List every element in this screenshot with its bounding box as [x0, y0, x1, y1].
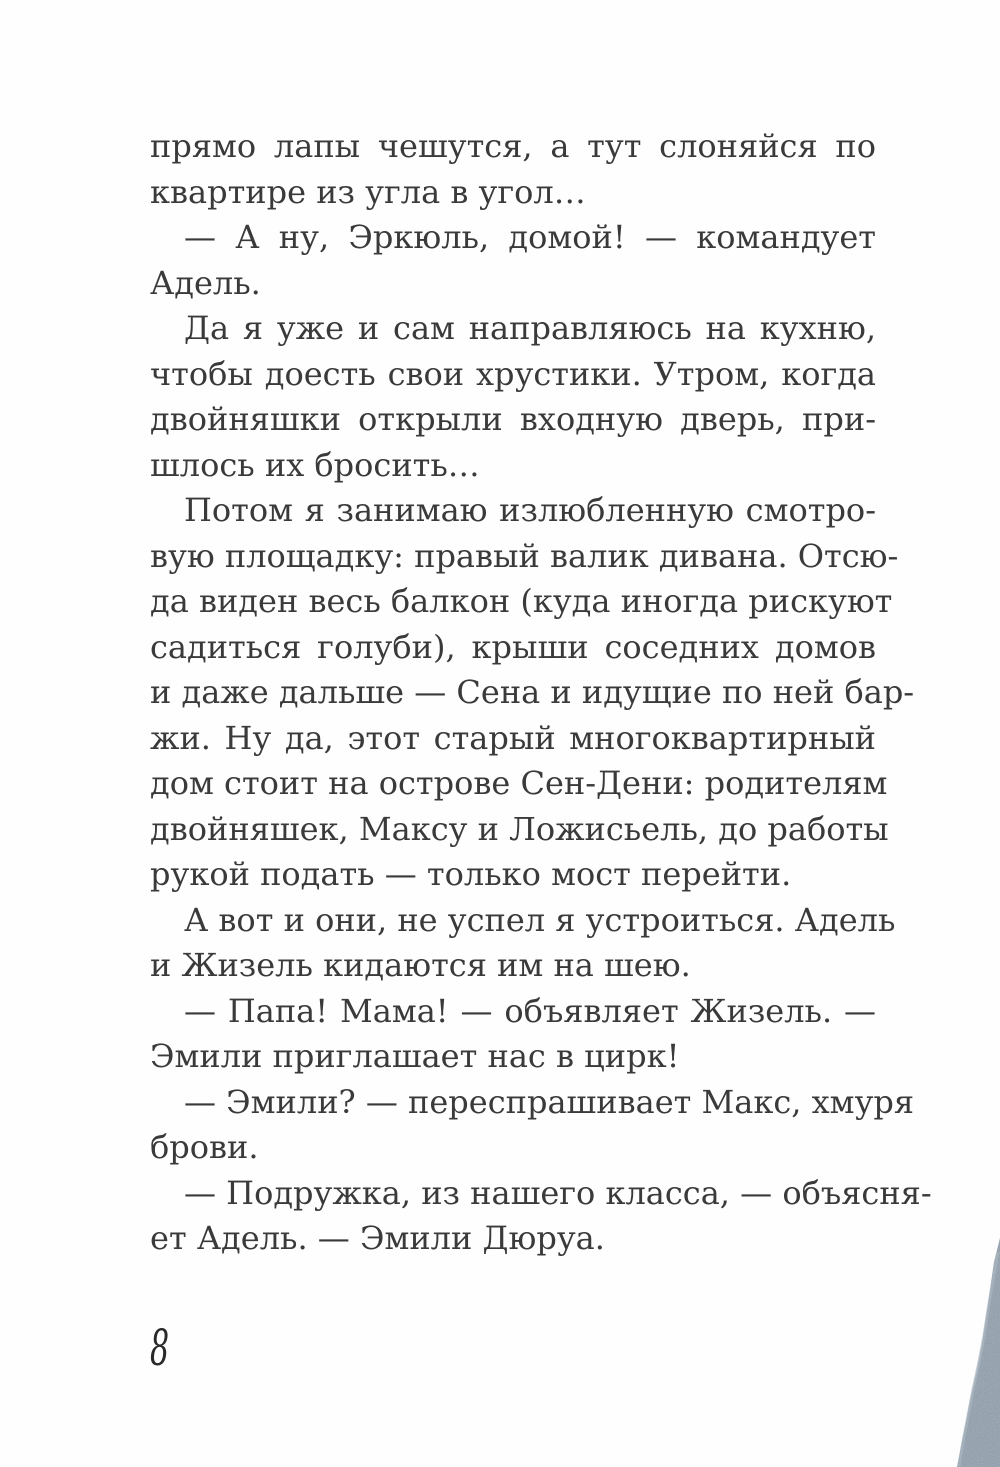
text-line: садиться голуби), крыши соседних домов [150, 627, 876, 666]
text-line: и Жизель кидаются им на шею. [150, 946, 691, 984]
text-line: — Папа! Мама! — объявляет Жизель. — [184, 991, 876, 1030]
text-line: Потом я занимаю излюбленную смотро- [184, 491, 876, 529]
text-line: жи. Ну да, этот старый многоквартирный [150, 718, 876, 757]
page-body-text [150, 124, 932, 1262]
text-line: двойняшки открыли входную дверь, при- [150, 400, 876, 438]
text-line: прямо лапы чешутся, а тут слоняйся по [150, 127, 876, 165]
text-line: Да я уже и сам направляюсь на кухню, [184, 309, 876, 347]
text-line: чтобы доесть свои хрустики. Утром, когда [150, 354, 876, 393]
text-line: ет Адель. — Эмили Дюруа. [150, 1219, 605, 1257]
page-number: 8 [150, 1319, 170, 1377]
text-line: — Эмили? — переспрашивает Макс, хмуря [184, 1082, 915, 1121]
text-line: Адель. [150, 263, 261, 302]
text-line: дом стоит на острове Сен-Дени: родителям [150, 764, 888, 802]
text-line: рукой подать — только мост перейти. [150, 855, 792, 893]
text-line: шлось их бросить… [150, 445, 480, 484]
text-line: двойняшек, Максу и Ложисьель, до работы [150, 809, 889, 848]
brush-stroke-edge [959, 1252, 998, 1467]
text-line: брови. [150, 1128, 259, 1166]
text-line: вую площадку: правый валик дивана. Отсю- [150, 536, 899, 575]
text-line: — А ну, Эркюль, домой! — командует [184, 218, 876, 256]
text-line: и даже дальше — Сена и идущие по ней бар- [150, 673, 915, 711]
text-line: — Подружка, из нашего класса, — объясня- [184, 1173, 932, 1212]
text-line: квартире из угла в угол… [150, 172, 586, 211]
text-line: да виден весь балкон (куда иногда рискуют [150, 582, 893, 620]
text-line: А вот и они, не успел я устроиться. Адель [184, 900, 896, 939]
text-line: Эмили приглашает нас в цирк! [150, 1037, 680, 1075]
brush-stroke-shape [957, 1238, 1000, 1467]
